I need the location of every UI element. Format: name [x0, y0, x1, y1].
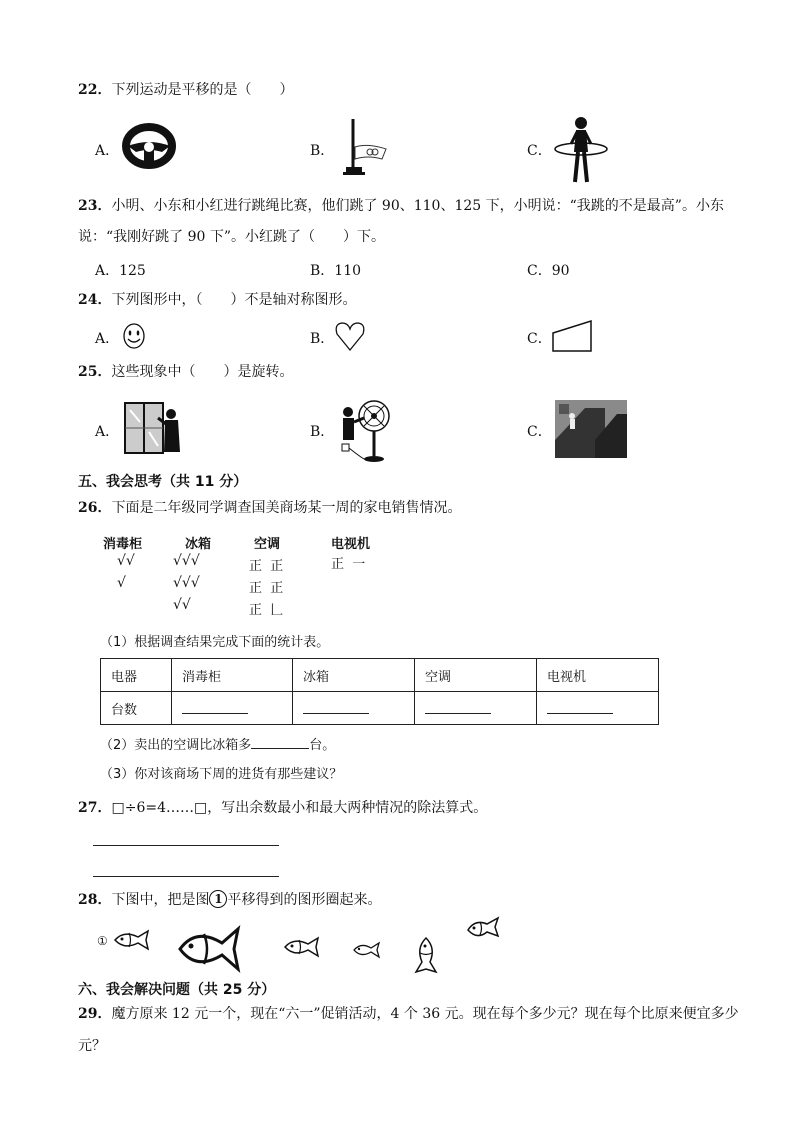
table-cell: 空调: [415, 659, 537, 692]
option-c[interactable]: C．: [527, 424, 552, 440]
table-cell: 冰箱: [293, 659, 415, 692]
fish-tilted-icon[interactable]: [465, 916, 501, 944]
fish-pointing-up-icon[interactable]: [412, 936, 440, 974]
answer-line[interactable]: [93, 845, 279, 846]
option-a[interactable]: A．: [95, 143, 120, 159]
statistics-table: [100, 658, 659, 725]
tally-mark: 正 一: [331, 557, 366, 572]
answer-cell[interactable]: [293, 692, 415, 725]
answer-cell[interactable]: [172, 692, 293, 725]
question-number: 22．: [78, 82, 112, 98]
table-cell: 台数: [101, 692, 172, 725]
option-b[interactable]: B．: [310, 331, 335, 347]
question-number: 29．: [78, 1006, 112, 1022]
section-heading: 六、我会解决问题（共 25 分）: [78, 982, 276, 998]
question-text: 魔方原来 12 元一个，现在“六一”促销活动，4 个 36 元。现在每个多少元？现在每个比原来便宜多少: [111, 1006, 739, 1022]
question-text: 小明、小东和小红进行跳绳比赛，他们跳了 90、110、125 下，小明说：“我跳的不是最高”。小东: [111, 198, 724, 214]
tally-header-disinfect: 消毒柜: [103, 537, 143, 552]
question-29-line2: 元？: [78, 1038, 106, 1054]
answer-blank[interactable]: [303, 699, 369, 714]
figure-label: ①: [97, 934, 108, 948]
answer-cell[interactable]: [537, 692, 659, 725]
question-text: 下面是二年级同学调查国美商场某一周的家电销售情况。: [111, 500, 462, 516]
circled-number: 1: [209, 890, 227, 908]
answer-blank[interactable]: [425, 699, 491, 714]
question-28: [78, 890, 381, 910]
option-b[interactable]: B．: [310, 424, 335, 440]
answer-cell[interactable]: [415, 692, 537, 725]
option-a[interactable]: A．125: [95, 263, 146, 279]
option-c[interactable]: C．90: [527, 263, 570, 279]
tally-mark: 正 𠃊: [249, 603, 284, 618]
question-text: 平移得到的图形圈起来。: [227, 892, 382, 908]
fish-icon[interactable]: [112, 927, 152, 953]
sub-question-1: （1）根据调查结果完成下面的统计表。: [100, 635, 330, 650]
table-cell: 电视机: [537, 659, 659, 692]
question-text: 这些现象中（ ）是旋转。: [111, 364, 294, 380]
answer-line[interactable]: [93, 876, 279, 877]
question-number: 24．: [78, 292, 112, 308]
electric-fan-icon: [334, 398, 394, 464]
answer-blank[interactable]: [547, 699, 613, 714]
question-number: 23．: [78, 198, 112, 214]
option-a[interactable]: A．: [95, 424, 120, 440]
question-24: [78, 290, 356, 310]
option-a[interactable]: A．: [95, 331, 120, 347]
escalator-icon: [555, 400, 627, 458]
tally-mark: √: [117, 575, 126, 591]
question-29-line1: [78, 1004, 739, 1024]
small-fish-icon[interactable]: [352, 940, 382, 960]
big-fish-icon[interactable]: [178, 925, 242, 973]
flag-on-pole-icon: [338, 115, 392, 177]
window-wiping-icon: [122, 400, 184, 458]
heart-icon: [334, 320, 366, 352]
sub-question-3: （3）你对该商场下周的进货有那些建议？: [100, 767, 343, 782]
option-b[interactable]: B．110: [310, 263, 362, 279]
sub-question-2: [100, 734, 335, 756]
fish-icon[interactable]: [282, 934, 322, 960]
question-27: [78, 798, 487, 818]
question-number: 28．: [78, 892, 112, 908]
question-23-line1: [78, 196, 724, 216]
question-26: [78, 498, 461, 518]
hula-hoop-girl-icon: [553, 114, 609, 186]
tally-mark: √√: [173, 597, 191, 613]
question-number: 26．: [78, 500, 112, 516]
question-number: 27．: [78, 800, 112, 816]
table-row: [101, 692, 659, 725]
sub-question-text: 台。: [309, 738, 336, 753]
tally-mark: 正 正: [249, 581, 284, 596]
section-heading: 五、我会思考（共 11 分）: [78, 474, 248, 490]
option-c[interactable]: C．: [527, 143, 552, 159]
question-text: 下列运动是平移的是（ ）: [111, 82, 294, 98]
question-text: □÷6=4……□，写出余数最小和最大两种情况的除法算式。: [111, 800, 488, 816]
question-22: [78, 80, 293, 100]
steering-wheel-icon: [122, 122, 176, 170]
tally-mark: √√: [117, 553, 135, 569]
answer-blank[interactable]: [251, 734, 309, 749]
smiley-face-icon: [122, 322, 146, 350]
question-number: 25．: [78, 364, 112, 380]
question-25: [78, 362, 293, 382]
sub-question-text: （2）卖出的空调比冰箱多: [100, 738, 252, 753]
question-text: 下列图形中，（ ）不是轴对称图形。: [111, 292, 357, 308]
tally-header-ac: 空调: [254, 537, 281, 552]
trapezoid-icon: [551, 319, 593, 353]
tally-mark: √√√: [173, 575, 200, 591]
table-cell: 电器: [101, 659, 172, 692]
question-23-line2: 说：“我刚好跳了 90 下”。小红跳了（ ）下。: [78, 229, 386, 245]
table-cell: 消毒柜: [172, 659, 293, 692]
tally-mark: 正 正: [249, 559, 284, 574]
answer-blank[interactable]: [182, 699, 248, 714]
option-b[interactable]: B．: [310, 143, 335, 159]
tally-header-fridge: 冰箱: [185, 537, 212, 552]
tally-mark: √√√: [173, 553, 200, 569]
option-c[interactable]: C．: [527, 331, 552, 347]
table-row: [101, 659, 659, 692]
tally-header-tv: 电视机: [331, 537, 371, 552]
question-text: 下图中，把是图: [111, 892, 210, 908]
